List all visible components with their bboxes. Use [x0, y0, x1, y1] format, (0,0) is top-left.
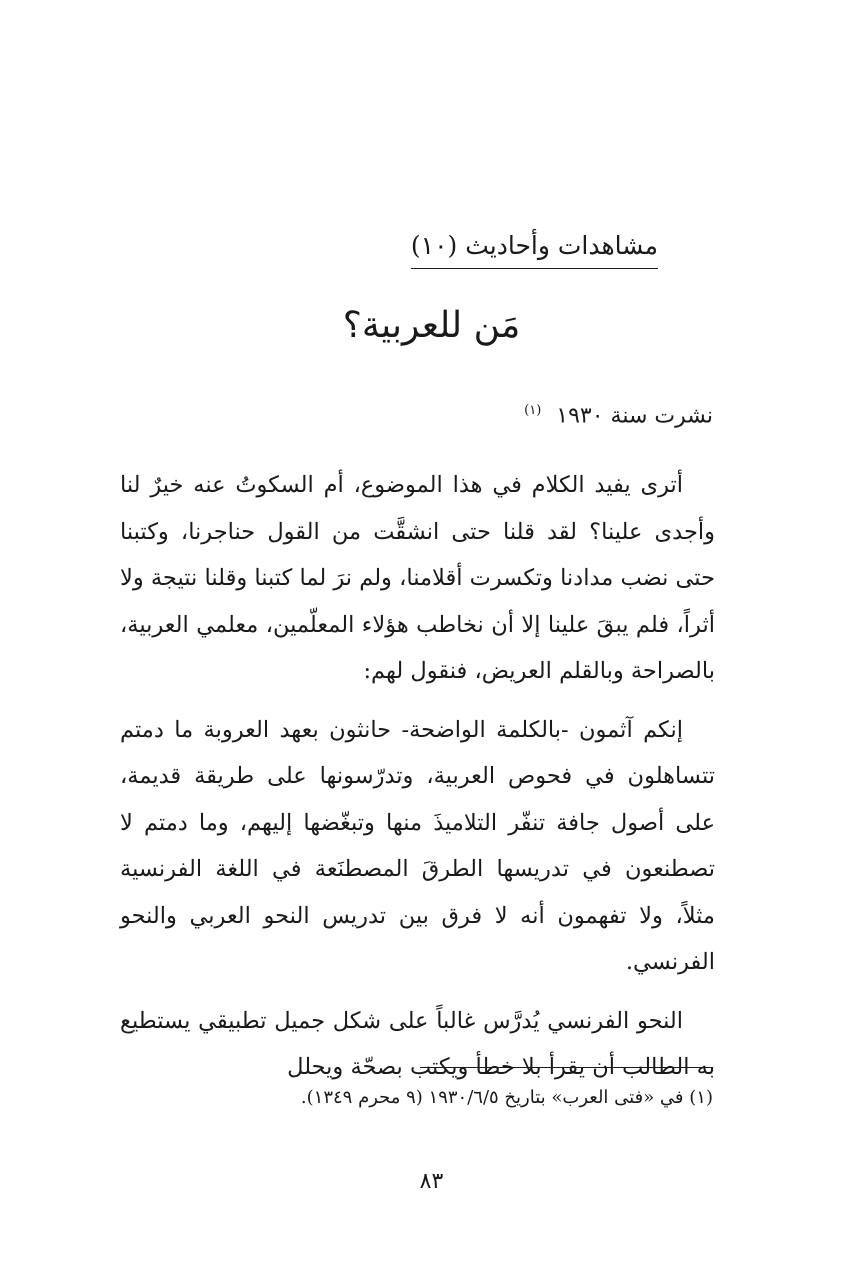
paragraph: إنكم آثمون -بالكلمة الواضحة- حانثون بعهد العروبة ما دمتم تتساهلون في فحوص العربية، وتدرّسونها على طريقة قديمة، على أصول جافة تنفّر التلاميذَ منها وتبغّضها إليهم، وما دمتم لا تصطنعون في تدريسها الطرقَ المصطنَعة في اللغة الفرنسية مثلاً، ولا تفهمون أنه لا فرق بين تدريس النحو العربي والنحو الفرنسي.	[120, 716, 715, 975]
page-number: ٨٣	[419, 1169, 444, 1194]
paragraph: النحو الفرنسي يُدرَّس غالباً على شكل جميل تطبيقي يستطيع به الطالب أن يقرأ بلا خطأ ويكتب بصحّة ويحلل	[120, 1007, 715, 1080]
footnote: (١) في «فتى العرب» بتاريخ ١٩٣٠/٦/٥ (٩ محرم ١٣٤٩).	[300, 1087, 713, 1108]
article-title: مَن للعربية؟	[342, 305, 521, 346]
publication-note-text: نشرت سنة ١٩٣٠	[556, 403, 713, 429]
article-body	[120, 462, 715, 1103]
publication-note	[524, 394, 713, 433]
series-title: مشاهدات وأحاديث (١٠)	[411, 228, 658, 269]
paragraph: أترى يفيد الكلام في هذا الموضوع، أم السكوتُ عنه خيرٌ لنا وأجدى علينا؟ لقد قلنا حتى انشقَّت من القول حناجرنا، وكتبنا حتى نضب مدادنا وتكسرت أقلامنا، ولم نرَ لما كتبنا وقلنا نتيجة ولا أثراً، فلم يبقَ علينا إلا أن نخاطب هؤلاء المعلّمين، معلمي العربية، بالصراحة وبالقلم العريض، فنقول لهم:	[120, 472, 715, 684]
footnote-reference: (١)	[524, 403, 542, 418]
footnote-divider	[420, 1067, 713, 1068]
